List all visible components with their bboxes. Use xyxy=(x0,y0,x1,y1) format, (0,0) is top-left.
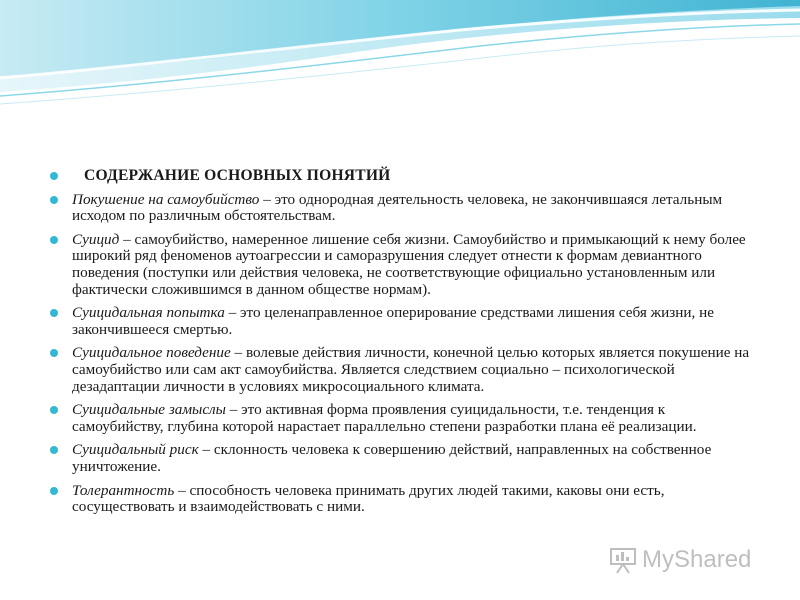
bullet-icon xyxy=(50,446,58,454)
definition-term: Суицидальное поведение xyxy=(72,344,231,362)
definition-item xyxy=(48,345,760,395)
definition-item xyxy=(48,442,760,475)
definition-text: – волевые действия личности, конечной целью которых является покушение на самоубийство или сам акт самоубийства. Является следствием социально – психологической дезадаптации личности в условиях микросоциального климата. xyxy=(72,344,750,395)
definition-text: – склонность человека к совершению действий, направленных на собственное уничтожение. xyxy=(72,441,712,475)
definition-term: Покушение на самоубийство xyxy=(72,190,260,208)
definition-term: Суицидальная попытка xyxy=(72,304,225,322)
bullet-icon xyxy=(50,309,58,317)
definition-term: Толерантность xyxy=(72,481,175,499)
definition-term: Суицид xyxy=(72,230,120,248)
heading-item xyxy=(48,168,760,185)
slide-heading: СОДЕРЖАНИЕ ОСНОВНЫХ ПОНЯТИЙ xyxy=(84,167,391,184)
definition-term: Суицидальный риск xyxy=(72,441,199,459)
watermark xyxy=(608,540,768,580)
header-wave-decoration xyxy=(0,0,800,110)
definition-text: – это активная форма проявления суицидальности, т.е. тенденция к самоубийству, глубина которой нарастает параллельно степени разработки плана её реализации. xyxy=(72,401,697,435)
definition-item xyxy=(48,232,760,298)
definition-text: – самоубийство, намеренное лишение себя жизни. Самоубийство и примыкающий к нему более широкий ряд феноменов аутоагрессии и саморазрушения следует отнести к формам девиантного поведения (поступки или действия человека, не соответствующие официально установленным или фактически сложившимся в данном обществе нормам). xyxy=(72,230,746,298)
definition-item xyxy=(48,483,760,516)
bullet-icon xyxy=(50,172,58,180)
definition-term: Суицидальные замыслы xyxy=(72,401,226,419)
bullet-icon xyxy=(50,236,58,244)
definition-text: – это целенаправленное оперирование средствами лишения себя жизни, не закончившееся смертью. xyxy=(72,304,714,338)
definition-text: – это однородная деятельность человека, не закончившаяся летальным исходом по различным обстоятельствам. xyxy=(72,190,723,225)
definition-text: – способность человека принимать других людей такими, каковы они есть, сосуществовать и взаимодействовать с ними. xyxy=(72,481,665,516)
slide-content xyxy=(48,168,760,523)
presentation-icon xyxy=(608,545,638,575)
definition-item xyxy=(48,192,760,225)
watermark-text: MyShared xyxy=(642,546,752,573)
definition-item xyxy=(48,402,760,435)
bullet-icon xyxy=(50,406,58,414)
bullet-icon xyxy=(50,349,58,357)
definition-item xyxy=(48,305,760,338)
bullet-icon xyxy=(50,487,58,495)
bullet-icon xyxy=(50,196,58,204)
